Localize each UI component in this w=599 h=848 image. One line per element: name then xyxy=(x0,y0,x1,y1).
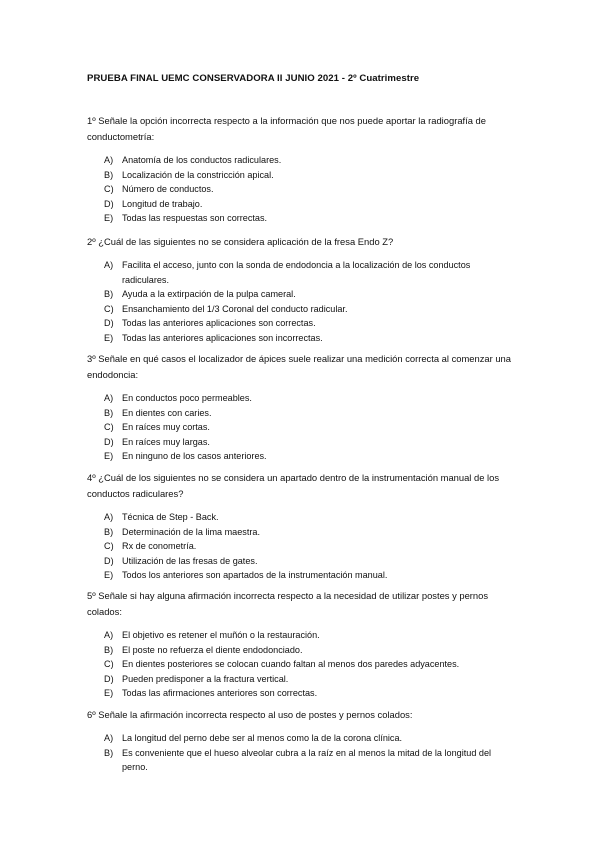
option-letter: D) xyxy=(104,555,114,566)
options-list xyxy=(87,391,517,464)
option xyxy=(87,168,517,183)
question-6 xyxy=(87,707,517,775)
option-letter: D) xyxy=(104,318,114,329)
option-letter: A) xyxy=(104,260,114,270)
option xyxy=(87,568,517,583)
option xyxy=(87,672,517,687)
option-letter: C) xyxy=(104,422,114,433)
option xyxy=(87,449,517,464)
option xyxy=(87,391,517,406)
option-letter: B) xyxy=(104,526,114,537)
option xyxy=(87,258,517,287)
options-list xyxy=(87,153,517,226)
option-text: Todas las anteriores aplicaciones son correctas. xyxy=(122,318,316,329)
option-letter: B) xyxy=(104,169,114,180)
question-text: 2º ¿Cuál de las siguientes no se considera aplicación de la fresa Endo Z? xyxy=(87,236,394,247)
option-text: Ayuda a la extirpación de la pulpa cameral. xyxy=(122,289,296,300)
option xyxy=(87,539,517,554)
question-text: 5º Señale si hay alguna afirmación incorrecta respecto a la necesidad de utilizar postes y pernos colados: xyxy=(87,590,489,617)
option-letter: D) xyxy=(104,673,114,684)
option-text: Técnica de Step - Back. xyxy=(122,512,219,522)
option-text: En ninguno de los casos anteriores. xyxy=(122,451,267,462)
option-text: En dientes posteriores se colocan cuando faltan al menos dos paredes adyacentes. xyxy=(122,659,460,670)
option xyxy=(87,406,517,421)
option-letter: C) xyxy=(104,541,114,552)
option xyxy=(87,554,517,569)
option xyxy=(87,287,517,302)
option xyxy=(87,435,517,450)
option-letter: A) xyxy=(104,393,114,403)
option xyxy=(87,731,517,746)
option-letter: C) xyxy=(104,184,114,195)
question-4 xyxy=(87,470,517,583)
options-list xyxy=(87,510,517,583)
document-title: PRUEBA FINAL UEMC CONSERVADORA II JUNIO 2021 - 2º Cuatrimestre xyxy=(87,73,420,84)
option-text: Ensanchamiento del 1/3 Coronal del conducto radicular. xyxy=(122,303,348,314)
option-letter: C) xyxy=(104,659,114,670)
option-text: Es conveniente que el hueso alveolar cubra a la raíz en al menos la mitad de la longitud del perno. xyxy=(122,747,492,773)
option-text: Utilización de las fresas de gates. xyxy=(122,555,258,566)
option xyxy=(87,525,517,540)
option-text: Pueden predisponer a la fractura vertical. xyxy=(122,673,289,684)
option-letter: A) xyxy=(104,512,114,522)
option-text: Facilita el acceso, junto con la sonda de endodoncia a la localización de los conductos radiculares. xyxy=(122,260,471,285)
question-3 xyxy=(87,351,517,464)
option-letter: B) xyxy=(104,747,114,758)
question-text: 3º Señale en qué casos el localizador de ápices suele realizar una medición correcta al comenzar una endodoncia: xyxy=(87,353,511,380)
option-letter: E) xyxy=(104,451,114,462)
option-letter: B) xyxy=(104,289,114,300)
option xyxy=(87,182,517,197)
option-letter: A) xyxy=(104,155,114,165)
question-5 xyxy=(87,588,517,701)
options-list xyxy=(87,258,517,346)
option-letter: E) xyxy=(104,213,114,224)
option-letter: B) xyxy=(104,407,114,418)
option xyxy=(87,316,517,331)
option-text: Anatomía de los conductos radiculares. xyxy=(122,155,282,165)
option xyxy=(87,746,517,775)
option-text: El poste no refuerza el diente endodonciado. xyxy=(122,644,303,655)
option xyxy=(87,153,517,168)
option xyxy=(87,657,517,672)
option-text: En raíces muy largas. xyxy=(122,436,210,447)
question-text: 1º Señale la opción incorrecta respecto a la información que nos puede aportar la radiografía de conductometría: xyxy=(87,115,486,142)
options-list xyxy=(87,628,517,701)
question-2 xyxy=(87,234,517,346)
option-text: Todas las anteriores aplicaciones son incorrectas. xyxy=(122,332,323,343)
option-text: La longitud del perno debe ser al menos como la de la corona clínica. xyxy=(122,733,403,743)
option xyxy=(87,197,517,212)
option xyxy=(87,643,517,658)
question-text: 4º ¿Cuál de los siguientes no se considera un apartado dentro de la instrumentación manual de los conductos radiculares? xyxy=(87,472,500,499)
option-text: Número de conductos. xyxy=(122,184,214,195)
options-list xyxy=(87,731,517,775)
option-letter: E) xyxy=(104,332,114,343)
question-text: 6º Señale la afirmación incorrecta respecto al uso de postes y pernos colados: xyxy=(87,709,413,720)
option xyxy=(87,686,517,701)
option xyxy=(87,211,517,226)
option-text: El objetivo es retener el muñón o la restauración. xyxy=(122,630,320,640)
option xyxy=(87,628,517,643)
option-text: En dientes con caries. xyxy=(122,407,212,418)
option-letter: D) xyxy=(104,198,114,209)
option-text: Longitud de trabajo. xyxy=(122,198,203,209)
option-letter: E) xyxy=(104,570,114,581)
option-letter: A) xyxy=(104,630,114,640)
option-text: Todas las respuestas son correctas. xyxy=(122,213,268,224)
option xyxy=(87,331,517,346)
option-text: Rx de conometría. xyxy=(122,541,197,552)
option-text: Todos los anteriores son apartados de la instrumentación manual. xyxy=(122,570,388,581)
option-letter: B) xyxy=(104,644,114,655)
question-1 xyxy=(87,113,517,226)
option-letter: C) xyxy=(104,303,114,314)
option-text: En raíces muy cortas. xyxy=(122,422,210,433)
option-letter: D) xyxy=(104,436,114,447)
option-text: Determinación de la lima maestra. xyxy=(122,526,260,537)
option-text: Localización de la constricción apical. xyxy=(122,169,274,180)
option-letter: A) xyxy=(104,733,114,743)
option xyxy=(87,302,517,317)
option-letter: E) xyxy=(104,688,114,699)
option-text: En conductos poco permeables. xyxy=(122,393,252,403)
option xyxy=(87,420,517,435)
option-text: Todas las afirmaciones anteriores son correctas. xyxy=(122,688,318,699)
option xyxy=(87,510,517,525)
